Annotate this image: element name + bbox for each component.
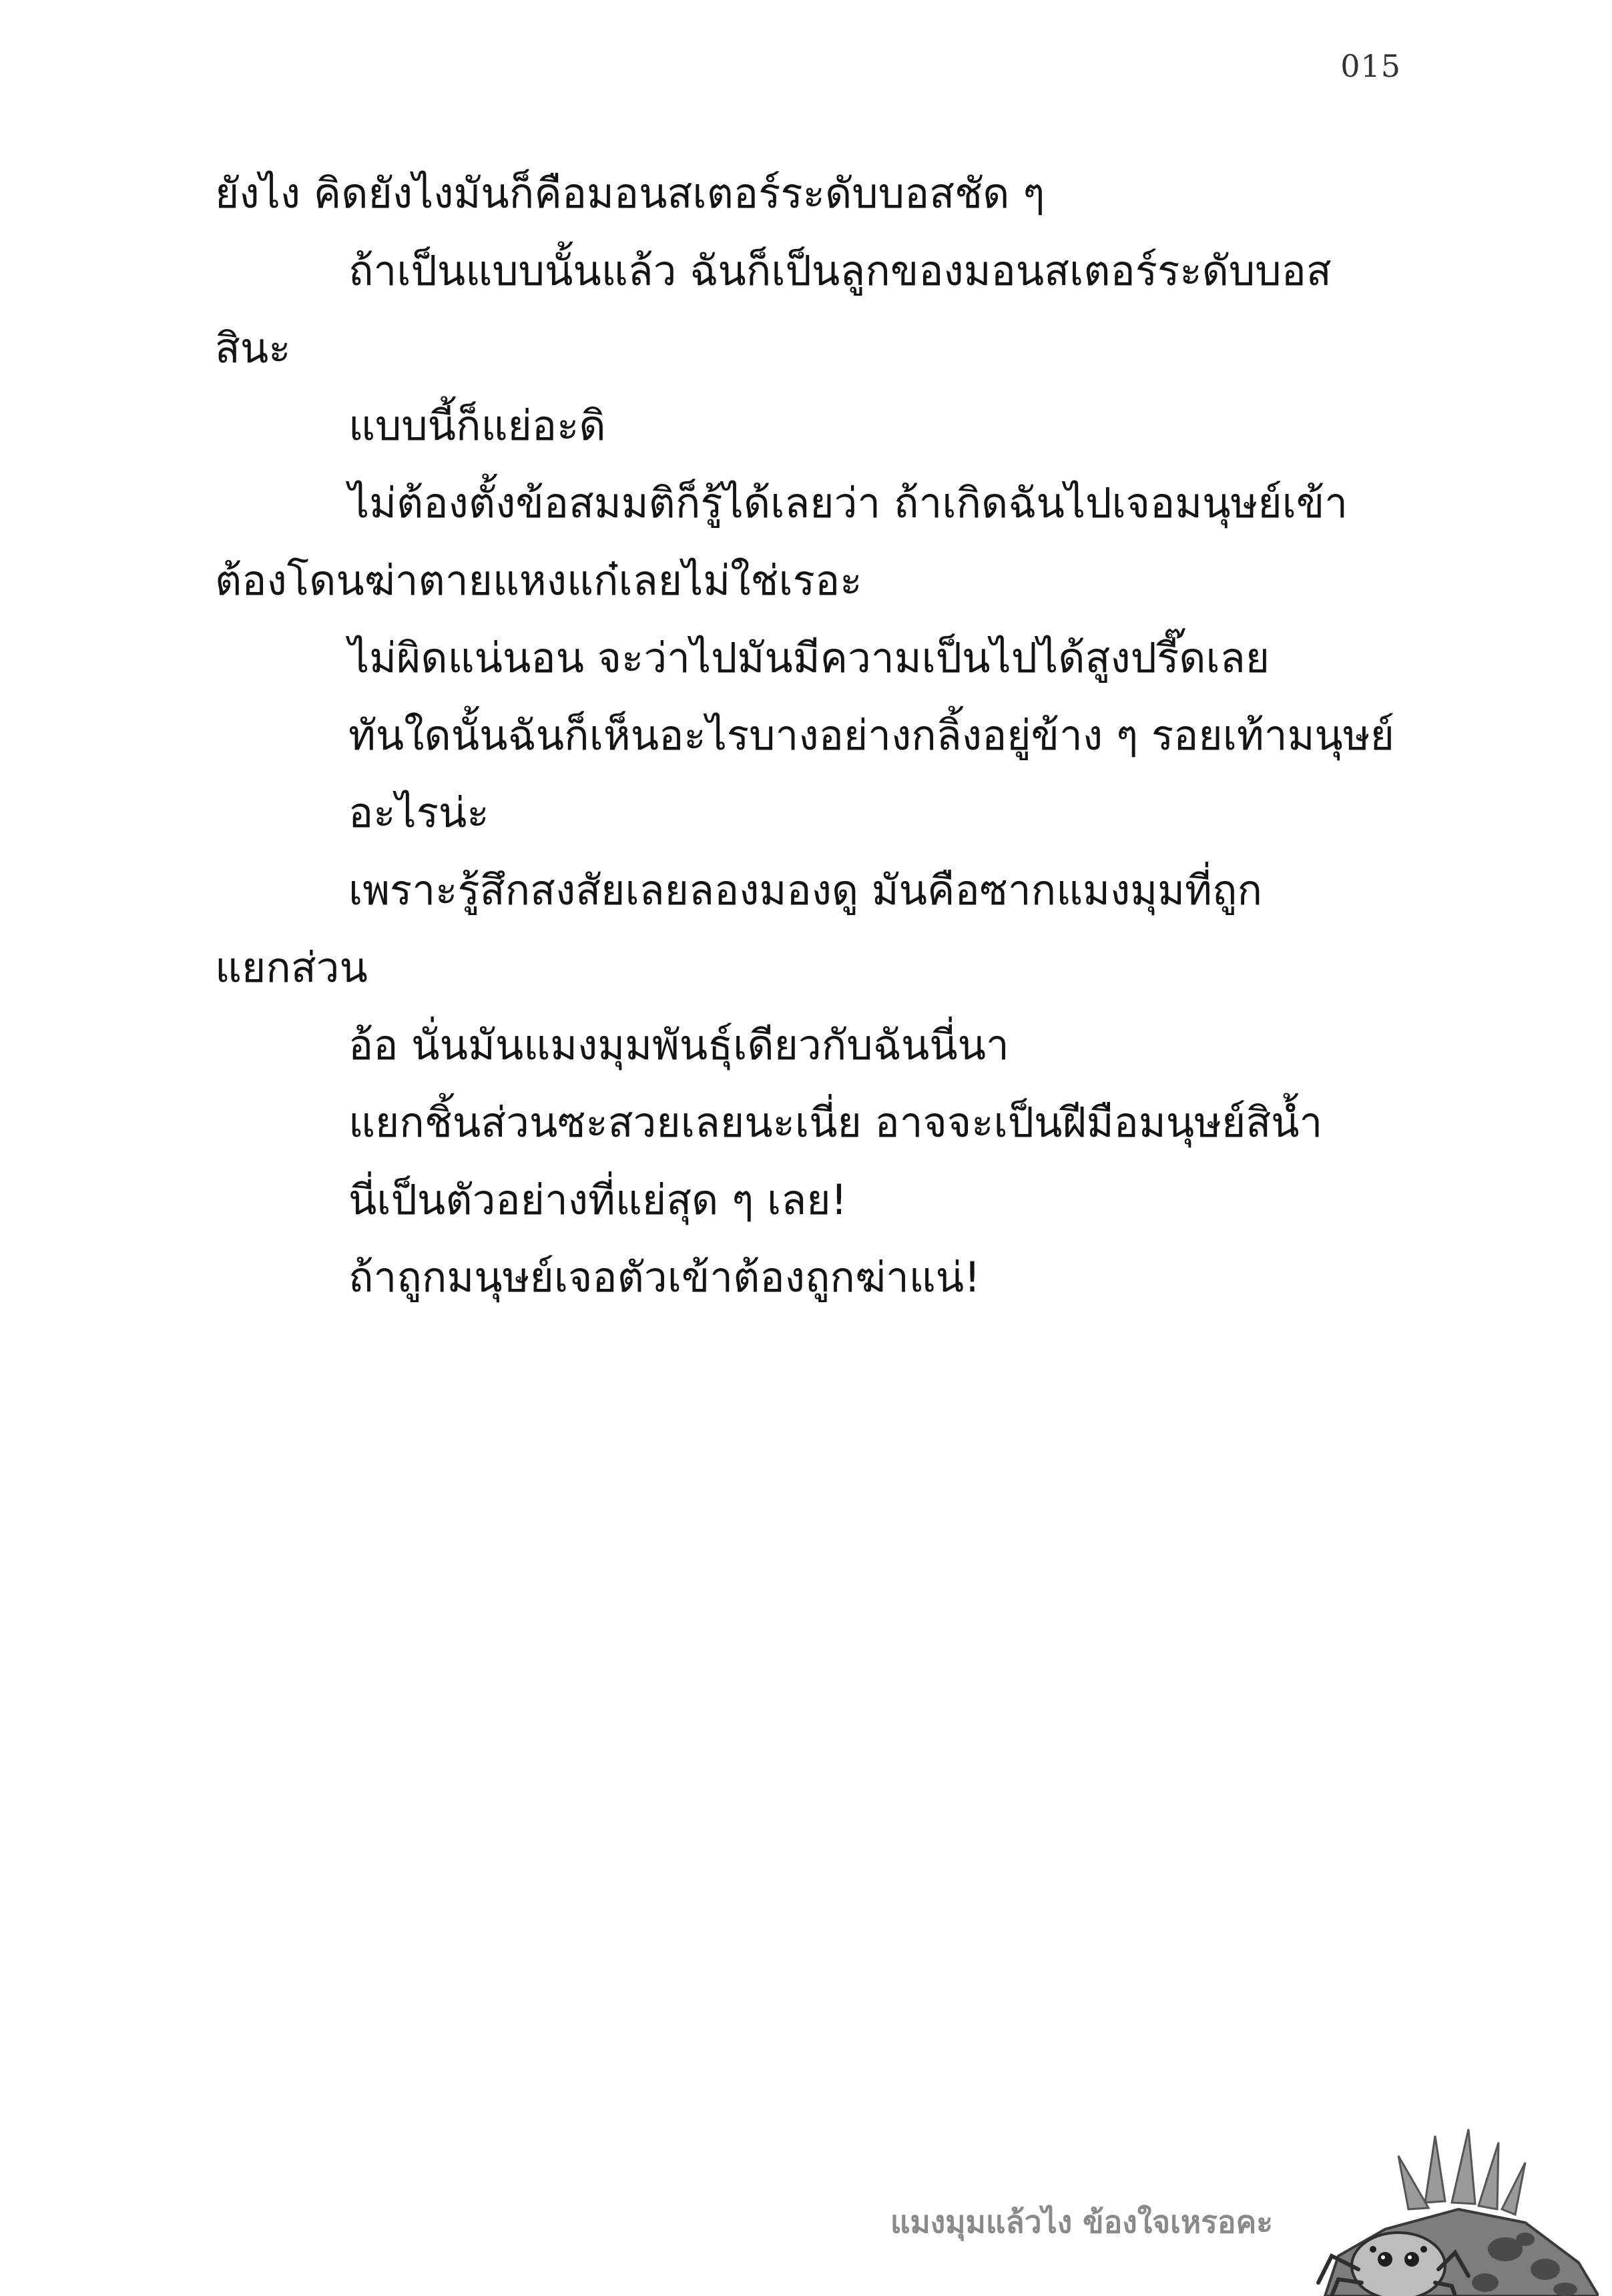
- body-line: สินะ: [215, 324, 291, 372]
- spider-mascot-icon: [1285, 2122, 1599, 2296]
- page-number: 015: [1340, 48, 1401, 84]
- body-line: อะไรน่ะ: [348, 788, 489, 837]
- body-line: ถ้าเป็นแบบนั้นแล้ว ฉันก็เป็นลูกของมอนสเตอร์ระดับบอส: [348, 246, 1332, 295]
- footer-book-title: แมงมุมแล้วไง ข้องใจเหรอคะ: [890, 2204, 1273, 2240]
- body-line: อ้อ นั่นมันแมงมุมพันธุ์เดียวกับฉันนี่นา: [348, 1021, 1009, 1069]
- body-line: ถ้าถูกมนุษย์เจอตัวเข้าต้องถูกฆ่าแน่!: [348, 1253, 981, 1302]
- body-line: ยังไง คิดยังไงมันก็คือมอนสเตอร์ระดับบอสชัด ๆ: [215, 169, 1045, 218]
- body-line: ต้องโดนฆ่าตายแหงแก๋เลยไม่ใช่เรอะ: [215, 556, 862, 605]
- page-footer: [0, 2122, 1612, 2296]
- body-line: ไม่ผิดแน่นอน จะว่าไปมันมีความเป็นไปได้สูงปรี๊ดเลย: [348, 633, 1270, 682]
- body-line: แบบนี้ก็แย่อะดิ: [348, 401, 606, 450]
- body-line: แยกชิ้นส่วนซะสวยเลยนะเนี่ย อาจจะเป็นฝีมือมนุษย์สินํ้า: [348, 1098, 1323, 1147]
- body-line: ทันใดนั้นฉันก็เห็นอะไรบางอย่างกลิ้งอยู่ข้าง ๆ รอยเท้ามนุษย์: [348, 711, 1395, 760]
- body-text: [215, 155, 1410, 1316]
- body-line: แยกส่วน: [215, 943, 368, 992]
- body-line: นี่เป็นตัวอย่างที่แย่สุด ๆ เลย!: [348, 1175, 848, 1224]
- body-line: เพราะรู้สึกสงสัยเลยลองมองดู มันคือซากแมงมุมที่ถูก: [348, 866, 1262, 914]
- body-line: ไม่ต้องตั้งข้อสมมติก็รู้ได้เลยว่า ถ้าเกิดฉันไปเจอมนุษย์เข้า: [348, 479, 1348, 527]
